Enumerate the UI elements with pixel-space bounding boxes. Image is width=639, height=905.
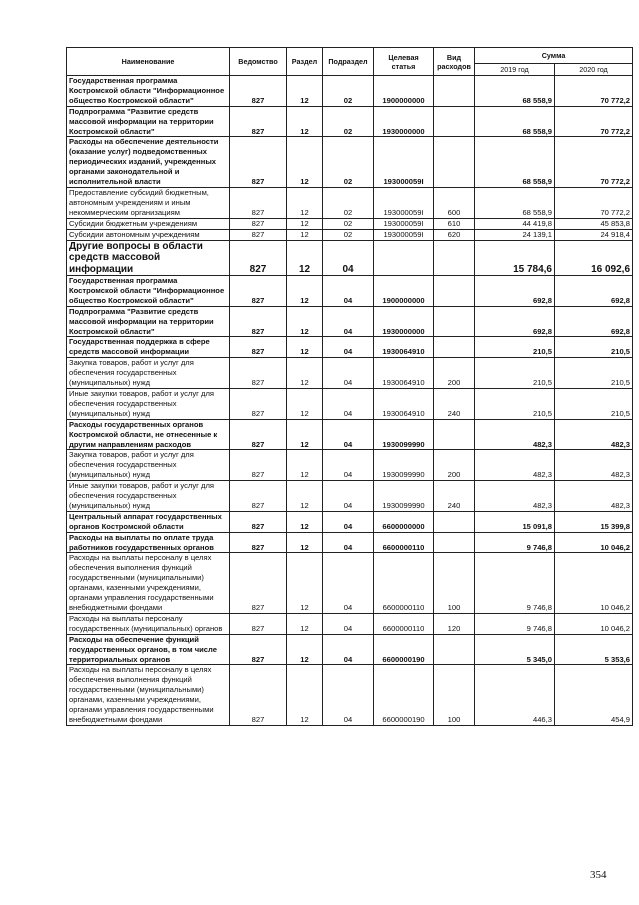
cell-dept: 827 <box>230 137 287 188</box>
budget-table <box>66 47 633 726</box>
cell-2019: 5 345,0 <box>475 634 555 665</box>
cell-section: 12 <box>287 240 323 276</box>
cell-expense-type <box>434 511 475 532</box>
cell-subsection: 04 <box>323 634 374 665</box>
cell-section: 12 <box>287 358 323 389</box>
cell-name: Государственная поддержка в сфере средств массовой информации <box>67 337 230 358</box>
header-dept: Ведомство <box>230 48 287 76</box>
cell-dept: 827 <box>230 532 287 553</box>
cell-name: Расходы на обеспечение деятельности (оказание услуг) подведомственных периодических изданий, учрежденных органами законодательной и исполнительной власти <box>67 137 230 188</box>
cell-expense-type <box>434 337 475 358</box>
cell-2020: 15 399,8 <box>555 511 633 532</box>
cell-dept: 827 <box>230 240 287 276</box>
cell-2020: 210,5 <box>555 337 633 358</box>
cell-subsection: 04 <box>323 276 374 307</box>
cell-expense-type <box>434 240 475 276</box>
table-row <box>67 229 633 240</box>
cell-dept: 827 <box>230 187 287 218</box>
cell-subsection: 04 <box>323 337 374 358</box>
cell-subsection: 04 <box>323 419 374 450</box>
table-row <box>67 240 633 276</box>
cell-subsection: 02 <box>323 229 374 240</box>
table-row <box>67 511 633 532</box>
cell-expense-type: 240 <box>434 481 475 512</box>
cell-2019: 692,8 <box>475 306 555 337</box>
table-row <box>67 419 633 450</box>
cell-2020: 5 353,6 <box>555 634 633 665</box>
cell-name: Государственная программа Костромской области "Информационное общество Костромской области" <box>67 276 230 307</box>
cell-section: 12 <box>287 218 323 229</box>
cell-expense-type <box>434 106 475 137</box>
cell-section: 12 <box>287 306 323 337</box>
cell-subsection: 04 <box>323 613 374 634</box>
cell-name: Расходы на выплаты персоналу государственных (муниципальных) органов <box>67 613 230 634</box>
cell-name: Расходы на выплаты персоналу в целях обеспечения выполнения функций государственными (муниципальными) органами, казенными учреждениями, органами управления государственными внебюджетными фондами <box>67 553 230 613</box>
cell-target: 1900000000 <box>374 76 434 107</box>
cell-target: 6600000110 <box>374 532 434 553</box>
table-row <box>67 532 633 553</box>
cell-2019: 44 419,8 <box>475 218 555 229</box>
cell-dept: 827 <box>230 388 287 419</box>
cell-2020: 10 046,2 <box>555 613 633 634</box>
cell-section: 12 <box>287 388 323 419</box>
cell-target: 1930099990 <box>374 419 434 450</box>
cell-section: 12 <box>287 613 323 634</box>
cell-2019: 68 558,9 <box>475 137 555 188</box>
cell-section: 12 <box>287 450 323 481</box>
cell-section: 12 <box>287 553 323 613</box>
cell-dept: 827 <box>230 481 287 512</box>
cell-2019: 210,5 <box>475 388 555 419</box>
cell-target: 6600000000 <box>374 511 434 532</box>
cell-section: 12 <box>287 276 323 307</box>
cell-2020: 70 772,2 <box>555 137 633 188</box>
cell-2019: 482,3 <box>475 419 555 450</box>
header-target: Целевая статья <box>374 48 434 76</box>
cell-target: 1930064910 <box>374 388 434 419</box>
cell-subsection: 04 <box>323 388 374 419</box>
cell-2019: 9 746,8 <box>475 532 555 553</box>
cell-target: 193000059I <box>374 137 434 188</box>
cell-2020: 482,3 <box>555 481 633 512</box>
cell-expense-type: 600 <box>434 187 475 218</box>
cell-section: 12 <box>287 634 323 665</box>
cell-subsection: 04 <box>323 450 374 481</box>
cell-section: 12 <box>287 511 323 532</box>
table-row <box>67 388 633 419</box>
cell-subsection: 02 <box>323 76 374 107</box>
table-row <box>67 358 633 389</box>
cell-2019: 9 746,8 <box>475 553 555 613</box>
table-row <box>67 553 633 613</box>
table-row <box>67 306 633 337</box>
cell-target: 1930099990 <box>374 450 434 481</box>
cell-dept: 827 <box>230 106 287 137</box>
table-row <box>67 218 633 229</box>
table-row <box>67 187 633 218</box>
header-expense-type: Вид расходов <box>434 48 475 76</box>
cell-subsection: 04 <box>323 665 374 725</box>
cell-2019: 446,3 <box>475 665 555 725</box>
cell-dept: 827 <box>230 553 287 613</box>
cell-name: Закупка товаров, работ и услуг для обеспечения государственных (муниципальных) нужд <box>67 358 230 389</box>
cell-expense-type <box>434 532 475 553</box>
cell-expense-type <box>434 137 475 188</box>
cell-2020: 10 046,2 <box>555 532 633 553</box>
cell-dept: 827 <box>230 665 287 725</box>
cell-2019: 68 558,9 <box>475 187 555 218</box>
cell-target: 1930099990 <box>374 481 434 512</box>
cell-target: 193000059I <box>374 229 434 240</box>
cell-expense-type: 120 <box>434 613 475 634</box>
table-row <box>67 481 633 512</box>
header-year-2020: 2020 год <box>555 64 633 76</box>
cell-target: 193000059I <box>374 187 434 218</box>
cell-2019: 210,5 <box>475 358 555 389</box>
cell-subsection: 04 <box>323 306 374 337</box>
cell-expense-type: 100 <box>434 665 475 725</box>
cell-subsection: 04 <box>323 511 374 532</box>
cell-2020: 70 772,2 <box>555 76 633 107</box>
cell-2019: 482,3 <box>475 481 555 512</box>
table-row <box>67 76 633 107</box>
cell-target <box>374 240 434 276</box>
cell-2020: 692,8 <box>555 306 633 337</box>
cell-2020: 210,5 <box>555 388 633 419</box>
cell-section: 12 <box>287 76 323 107</box>
cell-target: 6600000190 <box>374 665 434 725</box>
cell-section: 12 <box>287 106 323 137</box>
cell-name: Субсидии автономным учреждениям <box>67 229 230 240</box>
table-row <box>67 106 633 137</box>
cell-dept: 827 <box>230 511 287 532</box>
cell-name: Предоставление субсидий бюджетным, автономным учреждениям и иным некоммерческим организациям <box>67 187 230 218</box>
cell-subsection: 04 <box>323 358 374 389</box>
cell-2019: 210,5 <box>475 337 555 358</box>
cell-dept: 827 <box>230 276 287 307</box>
cell-name: Расходы на выплаты персоналу в целях обеспечения выполнения функций государственными (муниципальными) органами, казенными учреждениями, органами управления государственными внебюджетными фондами <box>67 665 230 725</box>
cell-name: Центральный аппарат государственных органов Костромской области <box>67 511 230 532</box>
cell-section: 12 <box>287 229 323 240</box>
cell-name: Подпрограмма "Развитие средств массовой информации на территории Костромской области" <box>67 306 230 337</box>
cell-expense-type: 620 <box>434 229 475 240</box>
cell-subsection: 02 <box>323 137 374 188</box>
header-sum: Сумма <box>475 48 633 64</box>
cell-expense-type <box>434 634 475 665</box>
cell-section: 12 <box>287 137 323 188</box>
header-subsection: Подраздел <box>323 48 374 76</box>
cell-dept: 827 <box>230 218 287 229</box>
cell-2020: 70 772,2 <box>555 187 633 218</box>
cell-subsection: 02 <box>323 106 374 137</box>
cell-subsection: 02 <box>323 187 374 218</box>
cell-2019: 15 091,8 <box>475 511 555 532</box>
cell-2020: 692,8 <box>555 276 633 307</box>
page-number: 354 <box>590 869 607 881</box>
cell-section: 12 <box>287 481 323 512</box>
cell-dept: 827 <box>230 337 287 358</box>
cell-2020: 482,3 <box>555 419 633 450</box>
cell-2019: 692,8 <box>475 276 555 307</box>
cell-expense-type <box>434 276 475 307</box>
cell-expense-type: 240 <box>434 388 475 419</box>
cell-name: Иные закупки товаров, работ и услуг для обеспечения государственных (муниципальных) нужд <box>67 481 230 512</box>
cell-dept: 827 <box>230 306 287 337</box>
cell-2019: 482,3 <box>475 450 555 481</box>
header-year-2019: 2019 год <box>475 64 555 76</box>
cell-2020: 45 853,8 <box>555 218 633 229</box>
cell-target: 6600000110 <box>374 613 434 634</box>
cell-section: 12 <box>287 532 323 553</box>
cell-dept: 827 <box>230 613 287 634</box>
table-row <box>67 337 633 358</box>
header-section: Раздел <box>287 48 323 76</box>
cell-subsection: 04 <box>323 532 374 553</box>
cell-2019: 68 558,9 <box>475 76 555 107</box>
cell-2020: 24 918,4 <box>555 229 633 240</box>
cell-name: Подпрограмма "Развитие средств массовой информации на территории Костромской области" <box>67 106 230 137</box>
cell-section: 12 <box>287 665 323 725</box>
cell-expense-type: 610 <box>434 218 475 229</box>
cell-dept: 827 <box>230 358 287 389</box>
cell-section: 12 <box>287 419 323 450</box>
cell-target: 1930000000 <box>374 106 434 137</box>
cell-2019: 68 558,9 <box>475 106 555 137</box>
table-row <box>67 137 633 188</box>
table-row <box>67 634 633 665</box>
cell-section: 12 <box>287 337 323 358</box>
cell-expense-type <box>434 76 475 107</box>
cell-name: Иные закупки товаров, работ и услуг для обеспечения государственных (муниципальных) нужд <box>67 388 230 419</box>
cell-target: 1930064910 <box>374 358 434 389</box>
cell-target: 1930064910 <box>374 337 434 358</box>
cell-name: Государственная программа Костромской области "Информационное общество Костромской области" <box>67 76 230 107</box>
cell-subsection: 02 <box>323 218 374 229</box>
cell-2020: 16 092,6 <box>555 240 633 276</box>
table-row <box>67 276 633 307</box>
table-row <box>67 665 633 725</box>
cell-target: 6600000190 <box>374 634 434 665</box>
cell-subsection: 04 <box>323 240 374 276</box>
cell-2020: 454,9 <box>555 665 633 725</box>
cell-2020: 482,3 <box>555 450 633 481</box>
cell-dept: 827 <box>230 76 287 107</box>
table-row <box>67 450 633 481</box>
cell-2019: 9 746,8 <box>475 613 555 634</box>
cell-expense-type: 200 <box>434 450 475 481</box>
cell-target: 1900000000 <box>374 276 434 307</box>
cell-dept: 827 <box>230 229 287 240</box>
cell-expense-type: 200 <box>434 358 475 389</box>
cell-subsection: 04 <box>323 481 374 512</box>
cell-2020: 210,5 <box>555 358 633 389</box>
header-name: Наименование <box>67 48 230 76</box>
cell-2019: 24 139,1 <box>475 229 555 240</box>
cell-target: 6600000110 <box>374 553 434 613</box>
cell-name: Другие вопросы в области средств массовой информации <box>67 240 230 276</box>
cell-target: 1930000000 <box>374 306 434 337</box>
cell-expense-type: 100 <box>434 553 475 613</box>
cell-expense-type <box>434 419 475 450</box>
cell-2020: 10 046,2 <box>555 553 633 613</box>
cell-target: 193000059I <box>374 218 434 229</box>
cell-name: Закупка товаров, работ и услуг для обеспечения государственных (муниципальных) нужд <box>67 450 230 481</box>
cell-2020: 70 772,2 <box>555 106 633 137</box>
cell-subsection: 04 <box>323 553 374 613</box>
cell-name: Расходы на выплаты по оплате труда работников государственных органов <box>67 532 230 553</box>
cell-name: Расходы на обеспечение функций государственных органов, в том числе территориальных органов <box>67 634 230 665</box>
cell-2019: 15 784,6 <box>475 240 555 276</box>
cell-name: Расходы государственных органов Костромской области, не отнесенные к другим направлениям расходов <box>67 419 230 450</box>
cell-name: Субсидии бюджетным учреждениям <box>67 218 230 229</box>
cell-dept: 827 <box>230 419 287 450</box>
table-row <box>67 613 633 634</box>
cell-dept: 827 <box>230 450 287 481</box>
cell-dept: 827 <box>230 634 287 665</box>
cell-section: 12 <box>287 187 323 218</box>
cell-expense-type <box>434 306 475 337</box>
